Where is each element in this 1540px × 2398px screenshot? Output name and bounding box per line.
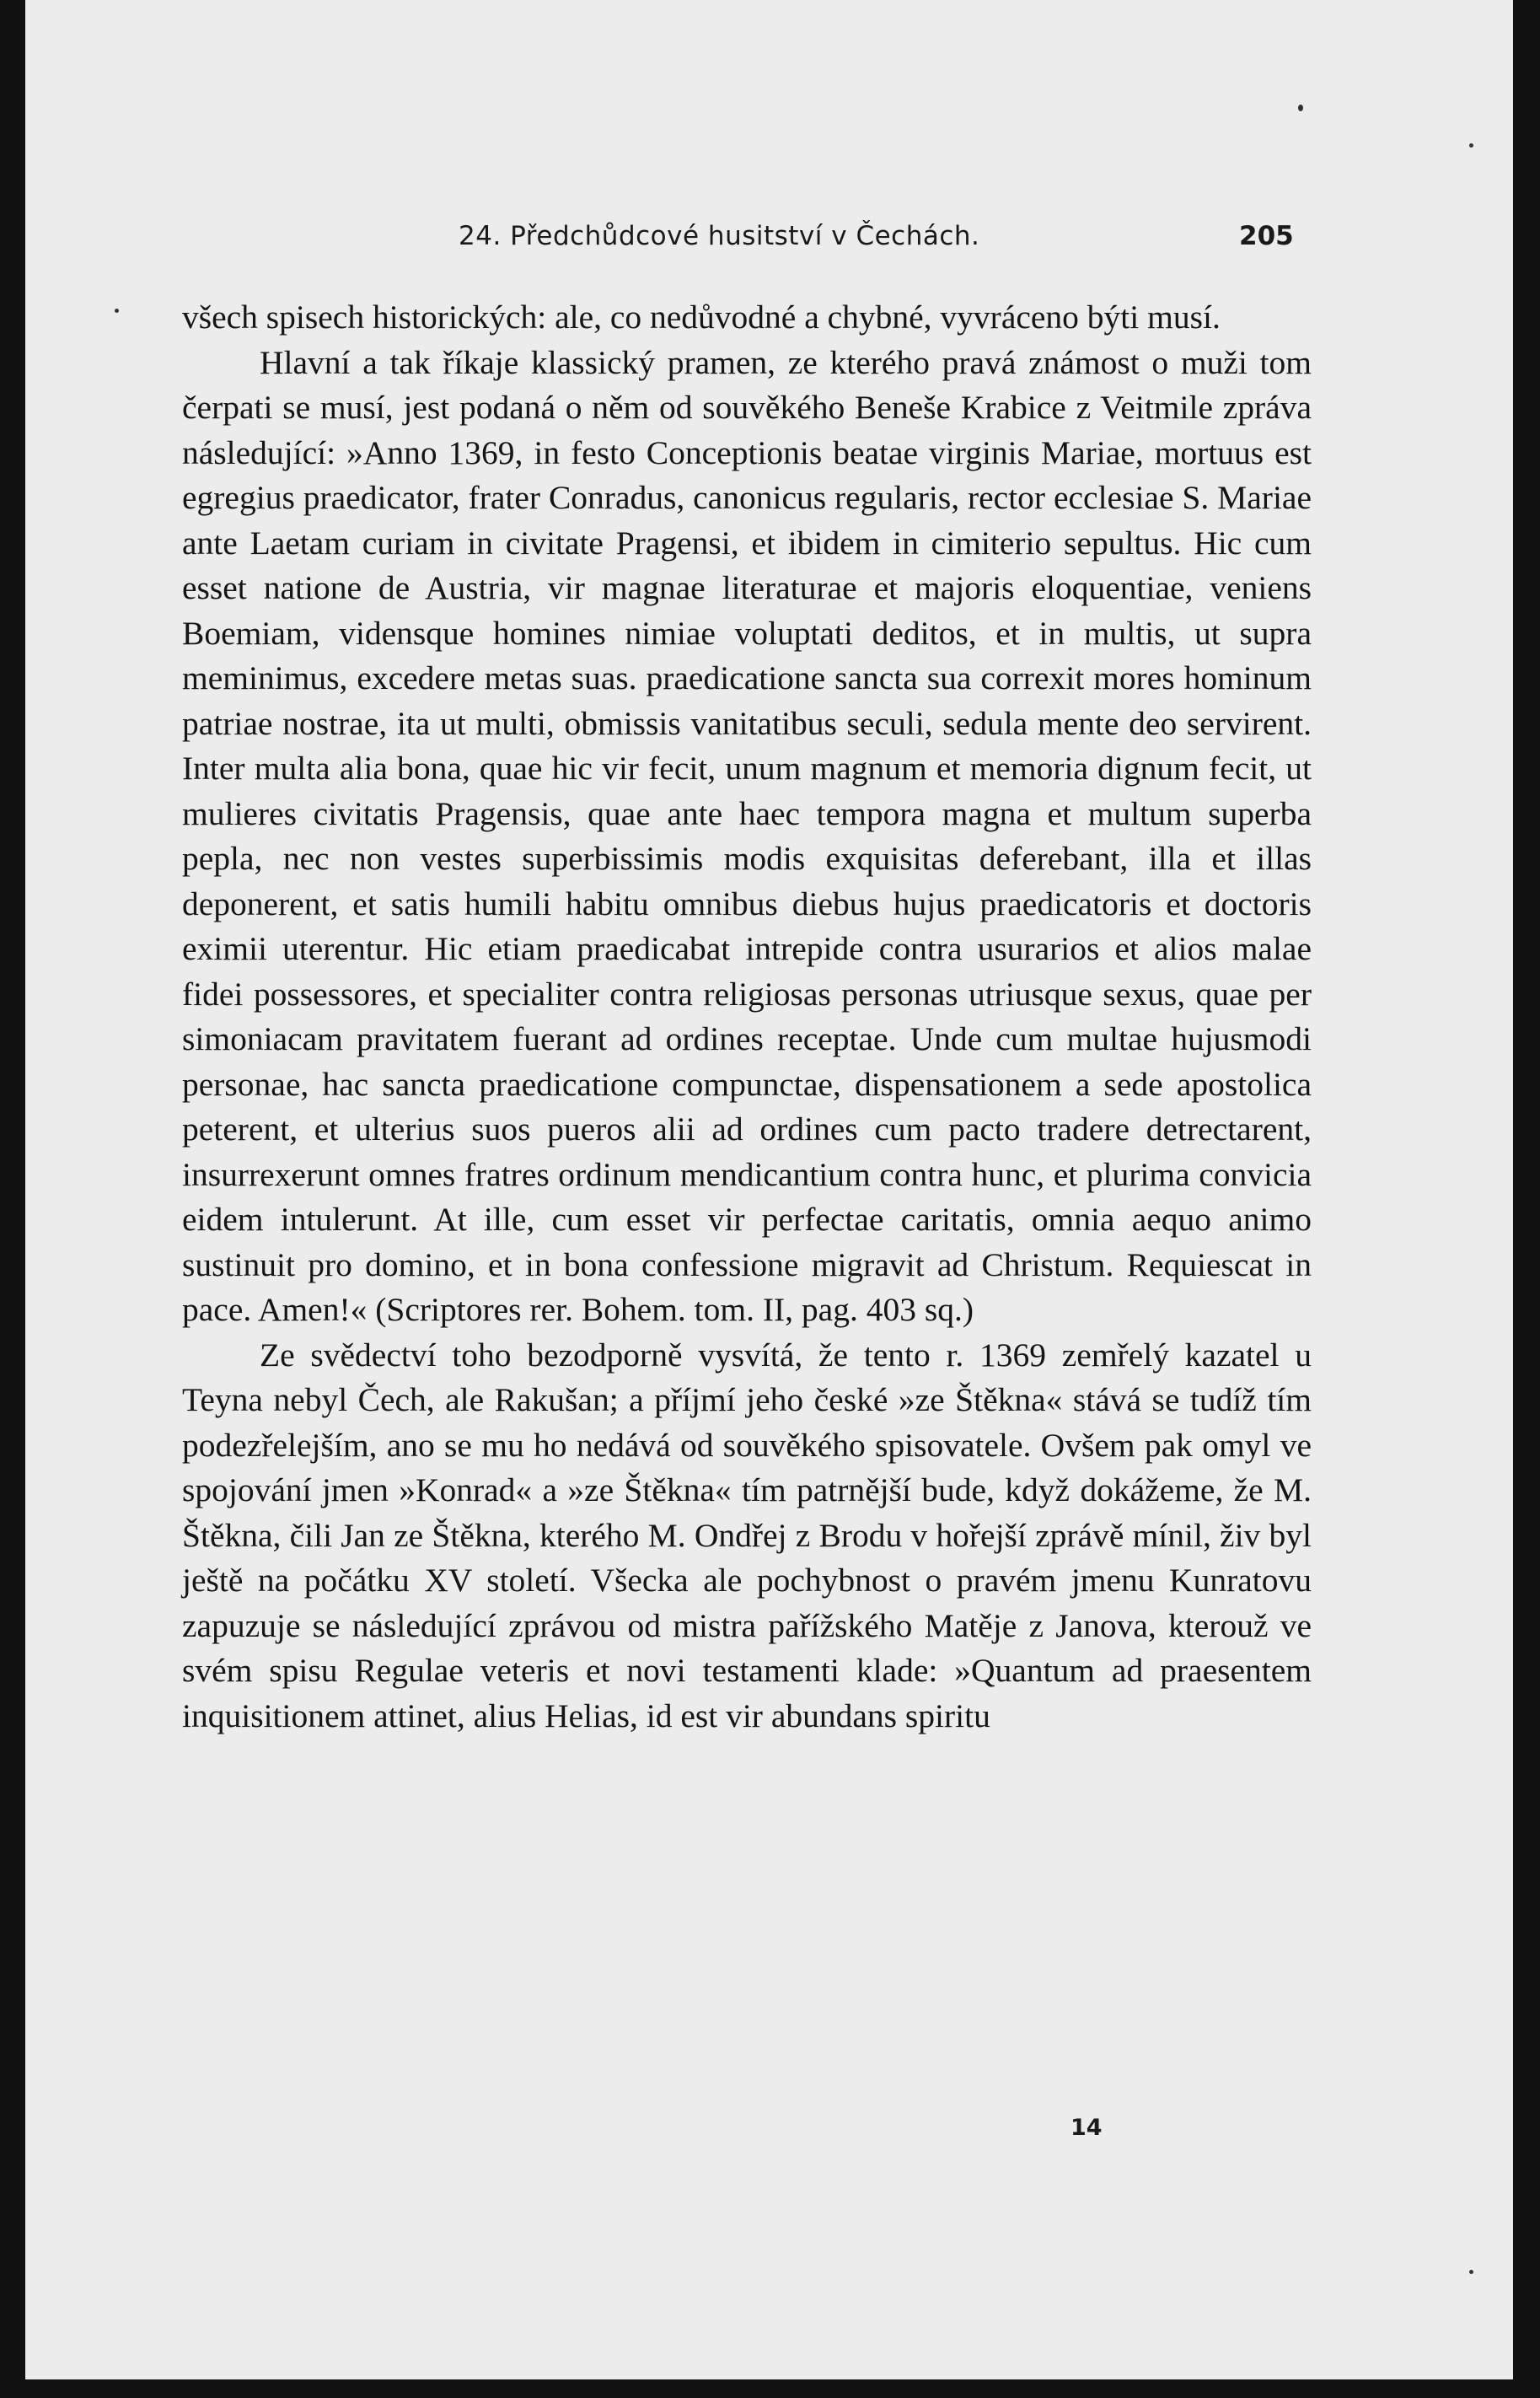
scan-speck bbox=[115, 309, 119, 313]
body-text bbox=[182, 295, 1312, 1739]
running-head: 24. Předchůdcové husitství v Čechách. bbox=[459, 221, 980, 251]
book-page bbox=[25, 0, 1513, 2379]
scan-speck bbox=[1469, 143, 1473, 148]
scan-speck bbox=[1298, 105, 1303, 111]
scan-border-left bbox=[0, 0, 25, 2398]
paragraph-testimony: Ze svědectví toho bezodporně vysvítá, že tento r. 1369 zemřelý kazatel u Teyna nebyl Čech, ale Rakušan; a příjmí jeho české »ze Štěkna« stává se tudíž tím podezřelejším, ano se mu ho nedává od souvěkého spisovatele. Ovšem pak omyl ve spojování jmen »Konrad« a »ze Štěkna« tím patrnější bude, když dokážeme, že M. Štěkna, čili Jan ze Štěkna, kterého M. Ondřej z Brodu v hořejší zprávě mínil, živ byl ještě na počátku XV století. Všecka ale pochybnost o pravém jmenu Kunratovu zapuzuje se následující zprávou od mistra pařížského Matěje z Janova, kterouž ve svém spisu Regulae veteris et novi testamenti klade: »Quantum ad praesentem inquisitionem attinet, alius Helias, id est vir abundans spiritu bbox=[182, 1336, 1312, 1734]
scan-border-right bbox=[1513, 0, 1540, 2398]
paragraph-chronicle-quote: Hlavní a tak říkaje klassický pramen, ze kterého pravá známost o muži tom čerpati se musí, jest podaná o něm od souvěkého Beneše Krabice z Veitmile zpráva následující: »Anno 1369, in festo Conceptionis beatae virginis Mariae, mortuus est egregius praedicator, frater Conradus, canonicus regularis, rector ecclesiae S. Mariae ante Laetam curiam in civitate Pragensi, et ibidem in cimiterio sepultus. Hic cum esset natione de Austria, vir magnae literaturae et majoris eloquentiae, veniens Boemiam, vidensque homines nimiae voluptati deditos, et in multis, ut supra meminimus, excedere metas suas. praedicatione sancta sua correxit mores hominum patriae nostrae, ita ut multi, obmissis vanitatibus seculi, sedula mente deo servirent. Inter multa alia bona, quae hic vir fecit, unum magnum et memoria dignum fecit, ut mulieres civitatis Pragensis, quae ante haec tempora magna et multum superba pepla, nec non vestes superbissimis modis exquisitas deferebant, illa et illas deponerent, et satis humili habitu omnibus diebus hujus praedicatoris et doctoris eximii uterentur. Hic etiam praedicabat intrepide contra usurarios et alios malae fidei possessores, et specialiter contra religiosas personas utriusque sexus, quae per simoniacam pravitatem fuerant ad ordines receptae. Unde cum multae hujusmodi personae, hac sancta praedicatione compunctae, dispensationem a sede apostolica peterent, et ulterius suos pueros alii ad ordines cum pacto tradere detrectarent, insurrexerunt omnes fratres ordinum mendicantium contra hunc, et plurima convicia eidem intulerunt. At ille, cum esset vir perfectae caritatis, omnia aequo animo sustinuit pro domino, et in bona confessione migravit ad Christum. Requiescat in pace. Amen!« (Scriptores rer. Bohem. tom. II, pag. 403 sq.) bbox=[182, 343, 1312, 1328]
paragraph-continuation: všech spisech historických: ale, co nedůvodné a chybné, vyvráceno býti musí. bbox=[182, 298, 1221, 336]
signature-mark: 14 bbox=[1070, 2115, 1103, 2141]
page-header bbox=[25, 221, 1513, 263]
scan-speck bbox=[1469, 2270, 1473, 2274]
scan-border-bottom bbox=[0, 2379, 1540, 2398]
page-number: 205 bbox=[1239, 221, 1294, 251]
